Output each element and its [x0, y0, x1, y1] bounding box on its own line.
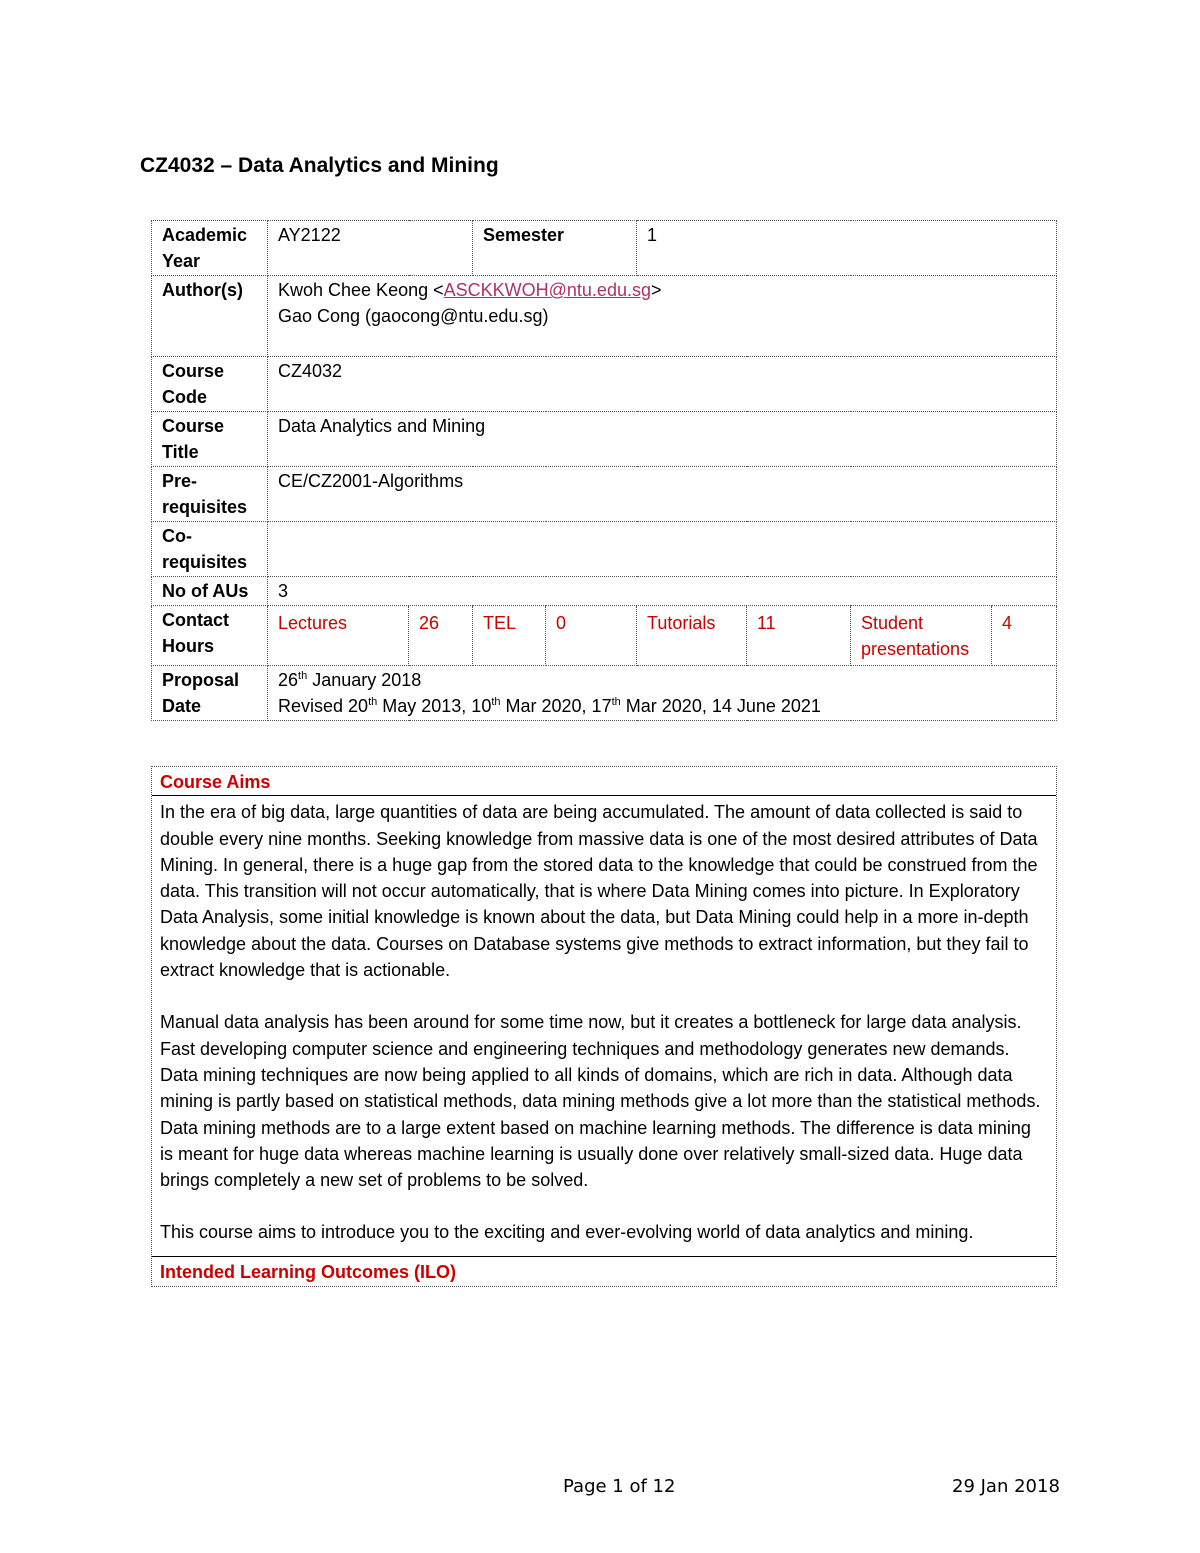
- ilo-heading: Intended Learning Outcomes (ILO): [160, 1261, 457, 1282]
- table-row: [152, 606, 1057, 666]
- academic-year-label: Academic Year: [152, 221, 268, 276]
- table-row: [152, 221, 1057, 276]
- aims-paragraph-3: This course aims to introduce you to the exciting and ever-evolving world of data analytics and mining.: [160, 1222, 974, 1243]
- lectures-label: Lectures: [268, 606, 409, 666]
- course-title-value: Data Analytics and Mining: [268, 412, 1057, 467]
- coreq-label: Co-requisites: [152, 522, 268, 577]
- authors-label: Author(s): [152, 276, 268, 357]
- proposal-date-value: 26th January 2018 Revised 20th May 2013, 10th Mar 2020, 17th Mar 2020, 14 June 2021: [268, 666, 1057, 721]
- table-row: [152, 467, 1057, 522]
- course-title-label: Course Title: [152, 412, 268, 467]
- table-row: [152, 412, 1057, 467]
- course-code-value: CZ4032: [268, 357, 1057, 412]
- aims-paragraph-1: In the era of big data, large quantities of data are being accumulated. The amount of data collected is said to double every nine months. Seeking knowledge from massive data is one of the most desired attributes of Data Mining. In general, there is a huge gap from the stored data to the knowledge that could be construed from the data. This transition will not occur automatically, that is where Data Mining comes into picture. In Exploratory Data Analysis, some initial knowledge is known about the data, but Data Mining could help in a more in-depth knowledge about the data. Courses on Database systems give methods to extract information, but they fail to extract knowledge that is actionable.: [160, 802, 1038, 981]
- prereq-value: CE/CZ2001-Algorithms: [268, 467, 1057, 522]
- course-code-label: Course Code: [152, 357, 268, 412]
- document-title: CZ4032 – Data Analytics and Mining: [140, 154, 499, 177]
- academic-year-value: AY2122: [268, 221, 473, 276]
- lectures-value: 26: [409, 606, 473, 666]
- footer-date: 29 Jan 2018: [952, 1476, 1060, 1497]
- page-number: Page 1 of 12: [563, 1476, 676, 1497]
- prereq-label: Pre-requisites: [152, 467, 268, 522]
- presentations-label: Student presentations: [851, 606, 992, 666]
- tel-value: 0: [546, 606, 637, 666]
- aims-paragraph-2: Manual data analysis has been around for some time now, but it creates a bottleneck for large data analysis. Fast developing computer science and engineering techniques and methodology generates new demands. Data mining techniques are now being applied to all kinds of domains, which are rich in data. Although data mining is partly based on statistical methods, data mining methods give a lot more than the statistical methods. Data mining methods are to a large extent based on machine learning methods. The difference is data mining is meant for huge data whereas machine learning is usually done over relatively small-sized data. Huge data brings completely a new set of problems to be solved.: [160, 1012, 1041, 1191]
- aus-label: No of AUs: [152, 577, 268, 606]
- semester-value: 1: [637, 221, 1057, 276]
- course-aims-section: [151, 766, 1057, 1287]
- course-aims-heading: Course Aims: [160, 772, 271, 792]
- table-row: [152, 666, 1057, 721]
- tel-label: TEL: [473, 606, 546, 666]
- aus-value: 3: [268, 577, 1057, 606]
- tutorials-value: 11: [747, 606, 851, 666]
- author1-name: Kwoh Chee Keong <: [278, 280, 444, 300]
- tutorials-label: Tutorials: [637, 606, 747, 666]
- coreq-value: [268, 522, 1057, 577]
- contact-hours-label: Contact Hours: [152, 606, 268, 666]
- presentations-value: 4: [992, 606, 1057, 666]
- authors-value: Kwoh Chee Keong <ASCKKWOH@ntu.edu.sg> Gao Cong (gaocong@ntu.edu.sg): [268, 276, 1057, 357]
- course-aims-body: [152, 796, 1056, 1255]
- author2: Gao Cong (gaocong@ntu.edu.sg): [278, 306, 549, 326]
- table-row: [152, 577, 1057, 606]
- course-info-table: [151, 220, 1057, 721]
- semester-label: Semester: [473, 221, 637, 276]
- table-row: [152, 357, 1057, 412]
- proposal-date-label: Proposal Date: [152, 666, 268, 721]
- table-row: [152, 522, 1057, 577]
- author1-email-link[interactable]: ASCKKWOH@ntu.edu.sg: [443, 280, 651, 300]
- table-row: [152, 276, 1057, 357]
